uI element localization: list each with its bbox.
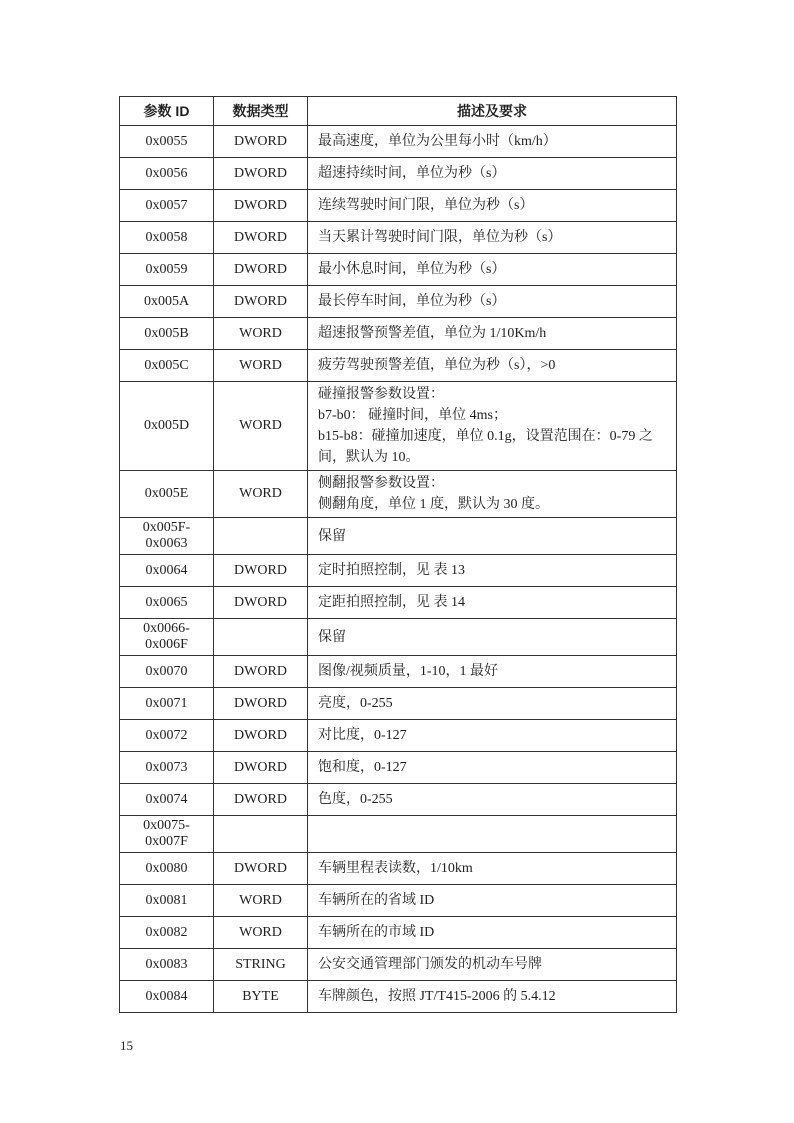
- data-type-cell: STRING: [214, 949, 308, 981]
- description-cell: [308, 382, 677, 471]
- description-line: b15-b8：碰撞加速度，单位 0.1g，设置范围在：0-79 之间，默认为 10。: [318, 429, 653, 465]
- data-type-cell: DWORD: [214, 555, 308, 587]
- table-row: [120, 190, 677, 222]
- header-description: 描述及要求: [308, 97, 677, 126]
- data-type-cell: DWORD: [214, 158, 308, 190]
- data-type-cell: WORD: [214, 318, 308, 350]
- param-id-cell: 0x005A: [120, 286, 214, 318]
- table-row: [120, 126, 677, 158]
- description-line: 车辆所在的省域 ID: [318, 893, 435, 908]
- description-line: 当天累计驾驶时间门限，单位为秒（s）: [318, 230, 562, 245]
- description-line: 定时拍照控制，见 表 13: [318, 563, 465, 578]
- param-id-cell: 0x005F-0x0063: [120, 518, 214, 555]
- data-type-cell: DWORD: [214, 853, 308, 885]
- description-cell: [308, 587, 677, 619]
- description-cell: [308, 518, 677, 555]
- description-cell: [308, 656, 677, 688]
- table-body: [120, 126, 677, 1013]
- header-param-id: 参数 ID: [120, 97, 214, 126]
- description-cell: [308, 158, 677, 190]
- description-line: 超速持续时间，单位为秒（s）: [318, 166, 506, 181]
- table-row: [120, 286, 677, 318]
- param-id-cell: 0x0066-0x006F: [120, 619, 214, 656]
- table-row: [120, 981, 677, 1013]
- table-row: [120, 720, 677, 752]
- table-row: [120, 158, 677, 190]
- description-line: 最高速度，单位为公里每小时（km/h）: [318, 134, 557, 149]
- data-type-cell: DWORD: [214, 190, 308, 222]
- table-row: [120, 816, 677, 853]
- description-line: 车辆所在的市域 ID: [318, 925, 435, 940]
- param-id-cell: 0x0075-0x007F: [120, 816, 214, 853]
- table-row: [120, 949, 677, 981]
- description-cell: [308, 254, 677, 286]
- table-row: [120, 656, 677, 688]
- data-type-cell: DWORD: [214, 656, 308, 688]
- table-row: [120, 752, 677, 784]
- table-row: [120, 350, 677, 382]
- description-cell: [308, 816, 677, 853]
- data-type-cell: DWORD: [214, 126, 308, 158]
- description-line: 碰撞报警参数设置：: [318, 387, 444, 402]
- param-id-cell: 0x0070: [120, 656, 214, 688]
- param-id-cell: 0x0081: [120, 885, 214, 917]
- param-id-cell: 0x005E: [120, 471, 214, 518]
- table-row: [120, 853, 677, 885]
- param-id-cell: 0x0083: [120, 949, 214, 981]
- data-type-cell: WORD: [214, 885, 308, 917]
- description-line: 色度，0-255: [318, 792, 393, 807]
- param-id-cell: 0x0058: [120, 222, 214, 254]
- data-type-cell: WORD: [214, 382, 308, 471]
- description-cell: [308, 126, 677, 158]
- parameter-table: [119, 96, 677, 1013]
- param-id-cell: 0x005D: [120, 382, 214, 471]
- description-cell: [308, 222, 677, 254]
- table-row: [120, 587, 677, 619]
- data-type-cell: BYTE: [214, 981, 308, 1013]
- data-type-cell: WORD: [214, 350, 308, 382]
- table-row: [120, 471, 677, 518]
- data-type-cell: DWORD: [214, 720, 308, 752]
- description-cell: [308, 286, 677, 318]
- data-type-cell: DWORD: [214, 286, 308, 318]
- description-cell: [308, 917, 677, 949]
- param-id-cell: 0x0074: [120, 784, 214, 816]
- description-line: 超速报警预警差值，单位为 1/10Km/h: [318, 326, 547, 341]
- header-data-type: 数据类型: [214, 97, 308, 126]
- description-line: 保留: [318, 528, 346, 544]
- description-line: 公安交通管理部门颁发的机动车号牌: [318, 957, 542, 972]
- description-cell: [308, 949, 677, 981]
- table-row: [120, 254, 677, 286]
- data-type-cell: [214, 816, 308, 853]
- data-type-cell: DWORD: [214, 784, 308, 816]
- param-id-cell: 0x0059: [120, 254, 214, 286]
- description-line: 保留: [318, 629, 346, 645]
- description-cell: [308, 555, 677, 587]
- description-line: 车辆里程表读数，1/10km: [318, 861, 473, 876]
- description-cell: [308, 784, 677, 816]
- page-number: 15: [120, 1038, 133, 1053]
- table-row: [120, 784, 677, 816]
- description-cell: [308, 190, 677, 222]
- table-row: [120, 518, 677, 555]
- description-cell: [308, 350, 677, 382]
- description-line: 定距拍照控制，见 表 14: [318, 595, 465, 610]
- description-line: 图像/视频质量，1-10，1 最好: [318, 664, 499, 679]
- table-row: [120, 917, 677, 949]
- data-type-cell: [214, 518, 308, 555]
- data-type-cell: [214, 619, 308, 656]
- table-row: [120, 318, 677, 350]
- description-cell: [308, 853, 677, 885]
- description-cell: [308, 619, 677, 656]
- description-line: 最小休息时间，单位为秒（s）: [318, 262, 506, 277]
- param-id-cell: 0x0080: [120, 853, 214, 885]
- param-id-cell: 0x0084: [120, 981, 214, 1013]
- description-line: 车牌颜色，按照 JT/T415-2006 的 5.4.12: [318, 989, 556, 1004]
- param-id-cell: 0x0064: [120, 555, 214, 587]
- param-id-cell: 0x005C: [120, 350, 214, 382]
- description-line: b7-b0： 碰撞时间，单位 4ms；: [318, 408, 507, 423]
- description-cell: [308, 720, 677, 752]
- param-id-cell: 0x005B: [120, 318, 214, 350]
- description-line: 对比度，0-127: [318, 728, 407, 743]
- description-line: 最长停车时间，单位为秒（s）: [318, 294, 506, 309]
- param-id-cell: 0x0082: [120, 917, 214, 949]
- data-type-cell: DWORD: [214, 587, 308, 619]
- description-cell: [308, 471, 677, 518]
- table-row: [120, 222, 677, 254]
- data-type-cell: WORD: [214, 471, 308, 518]
- description-line: 亮度，0-255: [318, 696, 393, 711]
- description-cell: [308, 752, 677, 784]
- param-id-cell: 0x0055: [120, 126, 214, 158]
- table-row: [120, 885, 677, 917]
- description-line: 侧翻报警参数设置：: [318, 476, 444, 491]
- param-id-cell: 0x0065: [120, 587, 214, 619]
- table-row: [120, 619, 677, 656]
- table-row: [120, 688, 677, 720]
- description-cell: [308, 318, 677, 350]
- data-type-cell: DWORD: [214, 254, 308, 286]
- description-line: 连续驾驶时间门限，单位为秒（s）: [318, 198, 534, 213]
- table-head: [120, 97, 677, 126]
- description-line: 饱和度，0-127: [318, 760, 407, 775]
- data-type-cell: WORD: [214, 917, 308, 949]
- param-id-cell: 0x0073: [120, 752, 214, 784]
- table-header-row: [120, 97, 677, 126]
- param-id-cell: 0x0071: [120, 688, 214, 720]
- description-cell: [308, 885, 677, 917]
- description-cell: [308, 688, 677, 720]
- table-row: [120, 555, 677, 587]
- description-line: 疲劳驾驶预警差值，单位为秒（s），>0: [318, 358, 556, 373]
- data-type-cell: DWORD: [214, 688, 308, 720]
- param-id-cell: 0x0057: [120, 190, 214, 222]
- data-type-cell: DWORD: [214, 752, 308, 784]
- param-id-cell: 0x0072: [120, 720, 214, 752]
- description-line: 侧翻角度，单位 1 度，默认为 30 度。: [318, 497, 549, 512]
- table-row: [120, 382, 677, 471]
- param-id-cell: 0x0056: [120, 158, 214, 190]
- description-cell: [308, 981, 677, 1013]
- data-type-cell: DWORD: [214, 222, 308, 254]
